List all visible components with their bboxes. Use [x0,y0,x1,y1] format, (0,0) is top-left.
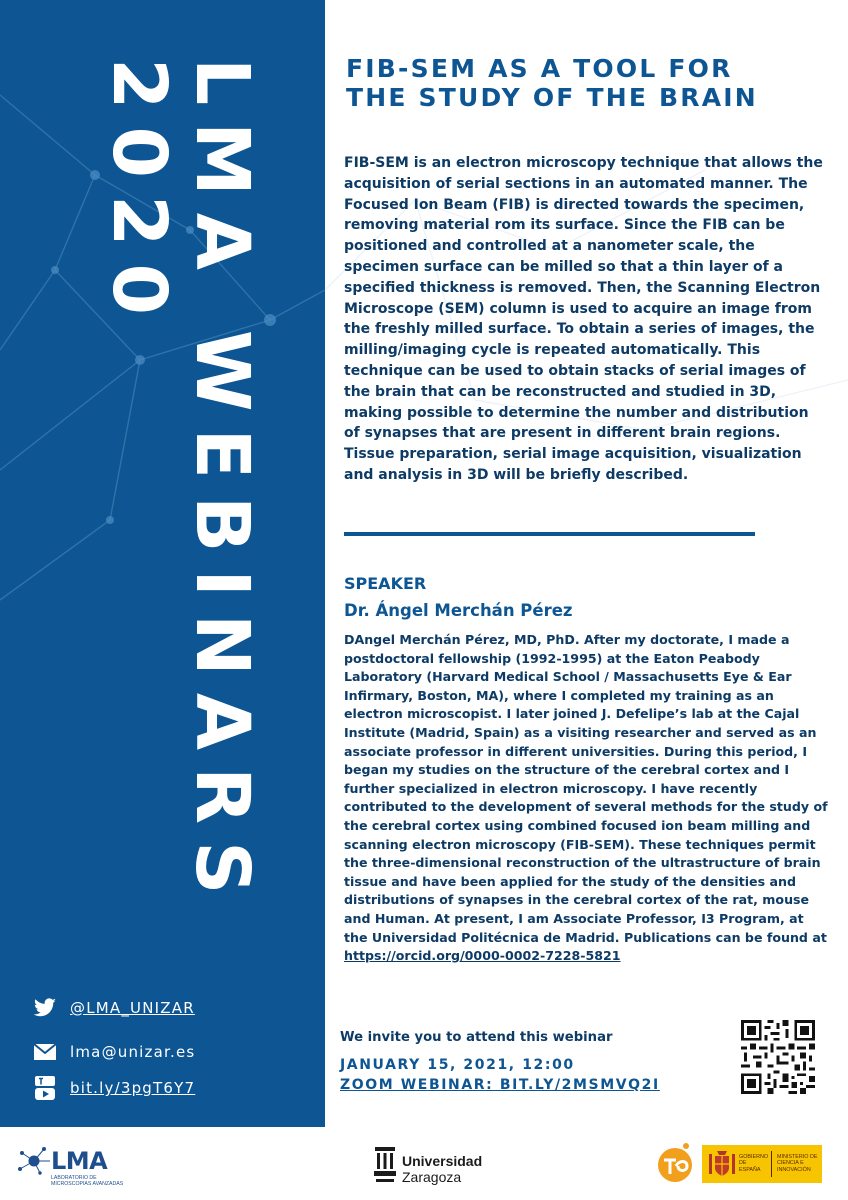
webinar-title [346,54,826,112]
zoom-webinar-link[interactable]: ZOOM WEBINAR: BIT.LY/2MSMVQ2I [340,1077,660,1093]
contact-twitter[interactable] [32,997,195,1019]
abstract-text: FIB-SEM is an electron microscopy technique that allows the acquisition of serial sections in an automated manner. The Focused Ion Beam (FIB) is directed towards the specimen, removing material rom its surface. Since the FIB can be positioned and controlled at a nanometer scale, the specimen surface can be milled so that a thin layer of a specified thickness is removed. Then, the Scanning Electron Microscope (SEM) column is used to acquire an image from the freshly milled surface. To obtain a series of images, the milling/imaging cycle is repeated automatically. This technique can be used to obtain stacks of serial images of the brain that can be reconstructed and studied in 3D, making possible to determine the number and distribution of synapses that are present in different brain regions. Tissue preparation, serial image acquisition, visualization and analysis in 3D will be briefly described. [344,155,823,483]
event-date: JANUARY 15, 2021, 12:00 [340,1057,575,1073]
vertical-title-line2: 2020 [96,58,182,332]
qr-code[interactable] [741,1020,815,1094]
vertical-title-line1: LMA WEBINARS [179,58,265,890]
email-address[interactable]: lma@unizar.es [70,1043,196,1061]
government-text: GOBIERNO DE ESPAÑA [739,1154,769,1173]
government-divider [771,1151,772,1177]
speaker-heading: SPEAKER [344,574,427,593]
section-divider [344,532,755,536]
lma-logo-text: LMA [51,1147,108,1175]
vertical-title [82,50,282,890]
twitter-icon [32,997,58,1019]
speaker-bio-text: DAngel Merchán Pérez, MD, PhD. After my doctorate, I made a postdoctoral fellowship (1992-1995) at the Eaton Peabody Laboratory (Harvard Medical School / Massachusetts Eye & Ear Infirmary, Boston, MA), where I completed my training as an electron microscopist. I later joined J. Defelipe’s lab at the Cajal Institute (Madrid, Spain) as a visiting researcher and served as an associate professor in different universities. During this period, I began my studies on the structure of the cerebral cortex and I further specialized in electron microscopy. I have recently contributed to the development of several methods for the study of the cerebral cortex using combined focused ion beam milling and scanning electron microscopy (FIB-SEM). These techniques permit the three-dimensional reconstruction of the ultrastructure of brain tissue and have been applied for the study of the densities and distributions of synapses in the cerebral cortex of the rat, mouse and Human. At present, I am Associate Professor, I3 Program, at the Universidad Politécnica de Madrid. Publications can be found at [344,632,828,945]
title-line-1: FIB-SEM AS A TOOL FOR [346,54,733,83]
lma-logo-subtext: LABORATORIO DE MICROSCOPIAS AVANZADAS [51,1175,124,1187]
invite-text: We invite you to attend this webinar [340,1030,613,1045]
twitter-handle[interactable]: @LMA_UNIZAR [70,999,195,1017]
university-name-line2: Zaragoza [402,1169,462,1185]
youtube-link[interactable]: bit.ly/3pgT6Y7 [70,1079,196,1097]
contact-youtube[interactable] [32,1077,195,1099]
university-name-line1: Universidad [402,1153,483,1169]
orcid-link[interactable]: https://orcid.org/0000-0002-7228-5821 [344,948,621,964]
ministry-text: MINISTERIO DE CIENCIA E INNOVACIÓN [777,1154,818,1173]
university-crest-icon [372,1145,398,1189]
speaker-name: Dr. Ángel Merchán Pérez [344,601,573,620]
mail-icon [32,1041,58,1063]
contact-email[interactable] [32,1041,195,1063]
youtube-icon [32,1077,58,1099]
spain-coat-of-arms-icon [707,1148,737,1180]
outreach-logo-icon [655,1140,695,1185]
sidebar-band [0,0,325,1127]
title-line-2: THE STUDY OF THE BRAIN [346,83,758,112]
speaker-bio [344,631,829,966]
